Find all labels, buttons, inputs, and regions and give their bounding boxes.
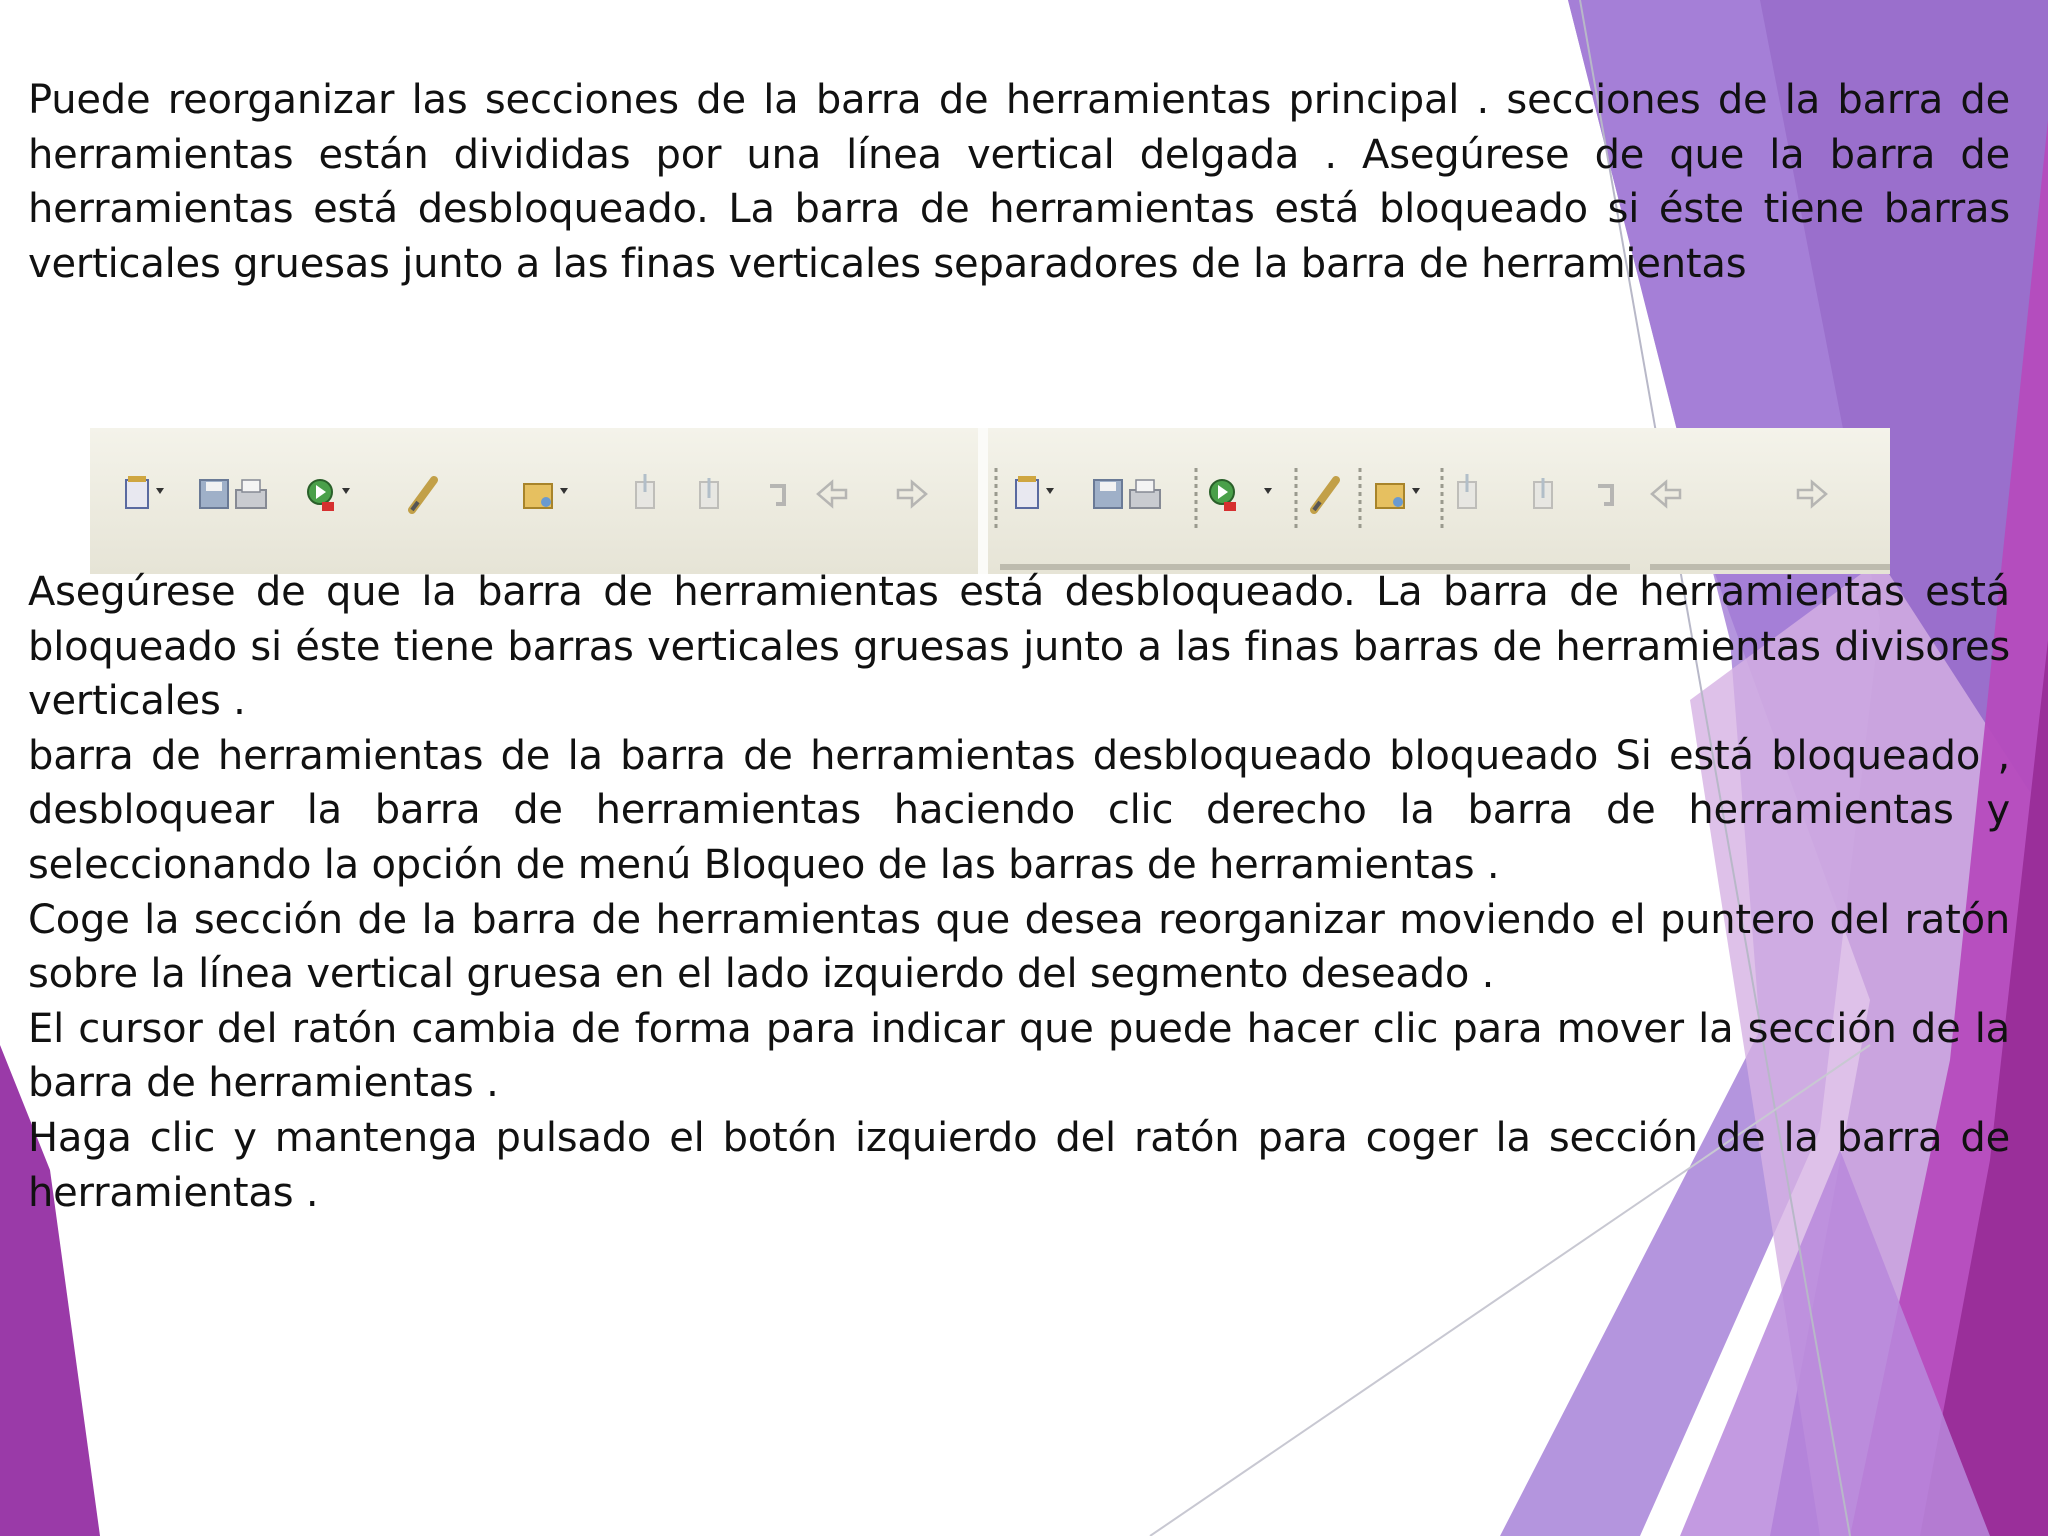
back-icon xyxy=(770,486,784,504)
forward-arrow-icon xyxy=(1798,482,1826,506)
pencil-icon xyxy=(412,480,434,510)
next-annotation-icon xyxy=(636,474,654,508)
intro-paragraph-block xyxy=(28,73,2010,291)
toolbar-section-locked xyxy=(988,428,1890,574)
step-paragraph: El cursor del ratón cambia de forma para indicar que puede hacer clic para mover la sección de la barra de herramientas . xyxy=(28,1005,2010,1107)
previous-annotation-icon xyxy=(1534,478,1552,508)
run-icon xyxy=(1210,480,1236,511)
next-annotation-icon xyxy=(1458,474,1476,508)
previous-annotation-icon xyxy=(700,478,718,508)
step-paragraph: Asegúrese de que la barra de herramientas está desbloqueado. La barra de herramientas está bloqueado si éste tiene barras verticales gruesas junto a las finas barras de herramientas divisores verticales . xyxy=(28,569,2010,725)
pencil-icon xyxy=(1314,480,1336,510)
step-paragraph: Coge la sección de la barra de herramientas que desea reorganizar moviendo el puntero del ratón sobre la línea vertical gruesa en el lado izquierdo del segmento deseado . xyxy=(28,896,2010,998)
dropdown-arrow-icon xyxy=(1046,488,1054,494)
dropdown-arrow-icon xyxy=(1264,488,1272,494)
step-paragraph: barra de herramientas de la barra de herramientas desbloqueado bloqueado Si está bloqueado , desbloquear la barra de herramientas haciendo clic derecho la barra de herramientas y seleccionando la opción de menú Bloqueo de las barras de herramientas . xyxy=(28,732,2010,888)
print-icon xyxy=(1130,480,1160,508)
toolbar-section-unlocked-icons xyxy=(90,428,978,574)
toolbar-screenshot xyxy=(90,428,1890,574)
save-icon xyxy=(200,480,228,508)
dropdown-arrow-icon xyxy=(342,488,350,494)
new-icon xyxy=(1016,476,1038,508)
run-icon xyxy=(308,480,334,511)
save-icon xyxy=(1094,480,1122,508)
toolbar-thin-divider xyxy=(978,428,988,574)
open-folder-icon xyxy=(524,484,552,508)
step-paragraph: Haga clic y mantenga pulsado el botón izquierdo del ratón para coger la sección de la barra de herramientas . xyxy=(28,1114,2010,1216)
dropdown-arrow-icon xyxy=(156,488,164,494)
back-icon xyxy=(1598,486,1612,504)
toolbar-section-locked-icons xyxy=(988,428,1890,574)
forward-arrow-icon xyxy=(898,482,926,506)
toolbar-section-unlocked xyxy=(90,428,978,574)
dropdown-arrow-icon xyxy=(560,488,568,494)
print-icon xyxy=(236,480,266,508)
new-icon xyxy=(126,476,148,508)
intro-paragraph: Puede reorganizar las secciones de la barra de herramientas principal . secciones de la barra de herramientas están divididas por una línea vertical delgada . Asegúrese de que la barra de herramientas está desbloqueado. La barra de herramientas está bloqueado si éste tiene barras verticales gruesas junto a las finas verticales separadores de la barra de herramientas xyxy=(28,77,2010,287)
dropdown-arrow-icon xyxy=(1412,488,1420,494)
back-arrow-icon xyxy=(1652,482,1680,506)
steps-block xyxy=(28,565,2010,1220)
open-folder-icon xyxy=(1376,484,1404,508)
back-arrow-icon xyxy=(818,482,846,506)
